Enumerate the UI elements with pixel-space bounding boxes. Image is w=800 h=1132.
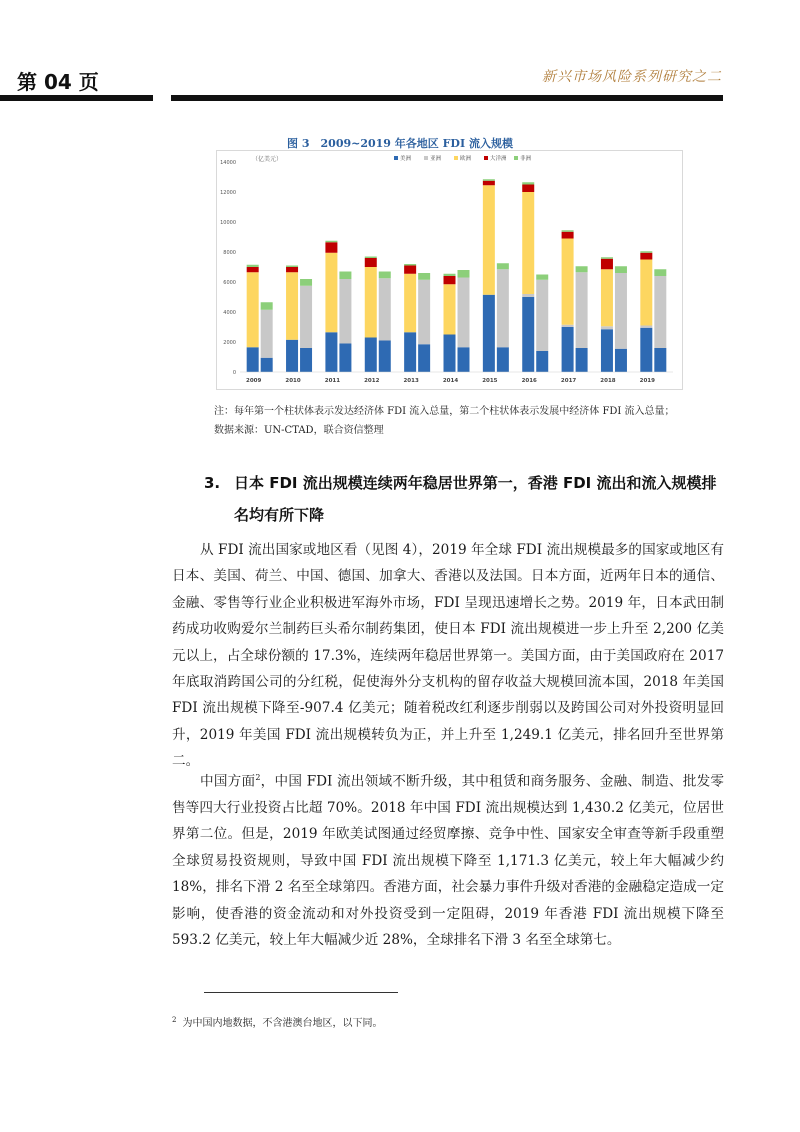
- section-number: 3.: [204, 474, 221, 492]
- bar-segment: [418, 273, 430, 280]
- bar-segment: [261, 358, 273, 372]
- body-paragraph-1: 从 FDI 流出国家或地区看（见图 4），2019 年全球 FDI 流出规模最多的国家或地区有日本、美国、荷兰、中国、德国、加拿大、香港以及法国。日本方面，近两年日本的通信、金融、零售等行业企业积极进军海外市场，FDI 呈现迅速增长之势。2019 年，日本武田制药成功收购爱尔兰制药巨头希尔制药集团，使日本 FDI 流出规模进一步上升至 2,200 亿美元以上，占全球份额的 17.3%，连续两年稳居世界第一。美国方面，由于美国政府在 2017 年底取消跨国公司的分红税，促使海外分支机构的留存收益大规模回流本国，2018 年美国 FDI 流出规模下降至-907.4 亿美元；随着税改红利逐步削弱以及跨国公司对外投资明显回升，2019 年美国 FDI 流出规模转负为正，并上升至 1,249.1 亿美元，排名回升至世界第二。: [172, 542, 724, 770]
- figure-note: 注：每年第一个柱状体表示发达经济体 FDI 流入总量，第二个柱状体表示发展中经济体 FDI 流入总量；: [214, 406, 675, 417]
- bar-segment: [522, 185, 534, 193]
- bar-segment: [458, 347, 470, 372]
- bar-segment: [325, 253, 337, 333]
- bar-segment: [300, 286, 312, 348]
- bar-segment: [286, 267, 298, 272]
- bar-segment: [444, 335, 456, 373]
- bar-segment: [404, 332, 416, 372]
- legend-label: 亚洲: [430, 156, 442, 162]
- figure-source: 数据来源：UN-CTAD，联合资信整理: [214, 425, 384, 436]
- x-tick-label: 2009: [246, 378, 262, 384]
- y-tick-label: 10000: [220, 220, 236, 226]
- legend-swatch: [454, 156, 458, 160]
- legend-label: 非洲: [520, 156, 532, 162]
- bar-segment: [601, 257, 613, 259]
- y-tick-label: 14000: [220, 160, 236, 166]
- bar-segment: [444, 284, 456, 334]
- bar-segment: [286, 340, 298, 372]
- bar-segment: [536, 280, 548, 351]
- bar-segment: [458, 278, 470, 348]
- chart-svg: [216, 150, 683, 390]
- p2-lead: 中国方面: [200, 773, 256, 790]
- bar-segment: [522, 297, 534, 372]
- bar-segment: [418, 280, 430, 345]
- bar-segment: [640, 260, 652, 326]
- bar-segment: [483, 181, 495, 186]
- figure-title: 图 3 2009~2019 年各地区 FDI 流入规模: [287, 137, 513, 150]
- bar-segment: [300, 279, 312, 286]
- bar-segment: [601, 259, 613, 270]
- footnote-text: 为中国内地数据，不含港澳台地区，以下同。: [182, 1018, 383, 1029]
- x-tick-label: 2015: [482, 378, 498, 384]
- body-paragraph-2: [172, 765, 724, 953]
- bar-segment: [497, 269, 509, 347]
- bar-segment: [654, 276, 666, 348]
- bar-segment: [640, 253, 652, 260]
- bar-segment: [522, 182, 534, 184]
- bar-segment: [365, 257, 377, 259]
- bar-segment: [339, 344, 351, 373]
- legend-swatch: [514, 156, 518, 160]
- bar-segment: [261, 302, 273, 310]
- bar-segment: [640, 326, 652, 328]
- bar-segment: [601, 329, 613, 372]
- bar-segment: [576, 266, 588, 272]
- bar-segment: [458, 270, 470, 278]
- bar-segment: [615, 349, 627, 372]
- x-tick-label: 2014: [442, 378, 459, 384]
- bar-segment: [286, 266, 298, 268]
- bar-segment: [379, 272, 391, 279]
- y-tick-label: 12000: [220, 190, 236, 196]
- bar-segment: [339, 279, 351, 344]
- footnote-ref: 2: [255, 773, 261, 782]
- bar-segment: [576, 272, 588, 348]
- bar-segment: [483, 295, 495, 372]
- bar-segment: [247, 272, 259, 347]
- bar-segment: [654, 269, 666, 276]
- bar-segment: [483, 179, 495, 181]
- bar-segment: [522, 294, 534, 297]
- series-title: 新兴市场风险系列研究之二: [542, 69, 722, 85]
- bar-segment: [339, 272, 351, 280]
- bar-segment: [247, 347, 259, 372]
- bar-segment: [261, 310, 273, 358]
- legend-swatch: [394, 156, 398, 160]
- footnote-mark: 2: [172, 1015, 177, 1024]
- bar-segment: [615, 266, 627, 273]
- bar-segment: [483, 185, 495, 295]
- bar-segment: [325, 241, 337, 243]
- y-tick-label: 2000: [223, 340, 236, 346]
- unit-label: （亿美元）: [252, 156, 283, 163]
- bar-segment: [522, 192, 534, 294]
- legend-label: 欧洲: [460, 156, 472, 162]
- section-title: 日本 FDI 流出规模连续两年稳居世界第一，香港 FDI 流出和流入规模排名均有所下降: [234, 474, 717, 524]
- y-tick-label: 4000: [223, 310, 236, 316]
- bar-segment: [640, 328, 652, 372]
- bar-segment: [444, 274, 456, 276]
- p2-rest: ，中国 FDI 流出领域不断升级，其中租赁和商务服务、金融、制造、批发零售等四大行业投资占比超 70%。2018 年中国 FDI 流出规模达到 1,430.2 亿美元，位居世界第二位。但是，2019 年欧美试图通过经贸摩擦、竞争中性、国家安全审查等新手段重塑全球贸易投资规则，导致中国 FDI 流出规模下降至 1,171.3 亿美元，较上年大幅减少约 18%，排名下滑 2 名至全球第四。香港方面，社会暴力事件升级对香港的金融稳定造成一定影响，使香港的资金流动和对外投资受到一定阻碍，2019 年香港 FDI 流出规模下降至 593.2 亿美元，较上年大幅减少近 28%，全球排名下滑 3 名至全球第七。: [172, 773, 725, 948]
- header-rule-left: [0, 95, 153, 101]
- bar-segment: [654, 348, 666, 372]
- x-tick-label: 2016: [521, 378, 537, 384]
- bar-segment: [365, 258, 377, 267]
- bar-segment: [404, 266, 416, 274]
- bar-segment: [404, 264, 416, 266]
- bar-segment: [286, 272, 298, 340]
- bar-segment: [497, 347, 509, 372]
- x-tick-label: 2011: [324, 378, 341, 384]
- bar-segment: [601, 326, 613, 329]
- section-heading: [204, 467, 724, 531]
- bar-segment: [562, 232, 574, 239]
- bar-segment: [247, 265, 259, 267]
- bar-segment: [444, 276, 456, 284]
- bar-segment: [615, 273, 627, 349]
- header-rule-right: [171, 95, 723, 101]
- bar-segment: [300, 348, 312, 372]
- x-tick-label: 2012: [364, 378, 380, 384]
- fdi-inflow-chart: [216, 150, 683, 390]
- y-tick-label: 6000: [223, 280, 236, 286]
- bar-segment: [562, 325, 574, 327]
- bar-segment: [325, 242, 337, 253]
- y-tick-label: 8000: [223, 250, 236, 256]
- bar-segment: [379, 278, 391, 340]
- x-tick-label: 2018: [600, 378, 616, 384]
- legend-swatch: [424, 156, 428, 160]
- bar-segment: [379, 341, 391, 373]
- bar-segment: [365, 267, 377, 338]
- x-tick-label: 2010: [285, 378, 301, 384]
- legend-label: 美洲: [400, 156, 412, 162]
- bar-segment: [562, 239, 574, 325]
- bar-segment: [497, 263, 509, 269]
- legend-label: 大洋洲: [490, 156, 507, 162]
- bar-segment: [536, 275, 548, 280]
- page-number: 第 04 页: [17, 70, 99, 94]
- footnote-rule: [204, 992, 398, 993]
- bar-segment: [404, 274, 416, 333]
- bar-segment: [562, 327, 574, 372]
- y-tick-label: 0: [232, 370, 236, 376]
- x-tick-label: 2017: [560, 378, 577, 384]
- x-tick-label: 2019: [639, 378, 655, 384]
- bar-segment: [365, 338, 377, 373]
- bar-segment: [601, 269, 613, 326]
- bar-segment: [325, 332, 337, 372]
- bar-segment: [640, 251, 652, 253]
- bar-segment: [576, 348, 588, 372]
- bar-segment: [562, 230, 574, 232]
- footnote: [172, 1014, 382, 1029]
- x-tick-label: 2013: [403, 378, 419, 384]
- bar-segment: [536, 351, 548, 372]
- bar-segment: [247, 267, 259, 272]
- bar-segment: [418, 344, 430, 372]
- legend-swatch: [484, 156, 488, 160]
